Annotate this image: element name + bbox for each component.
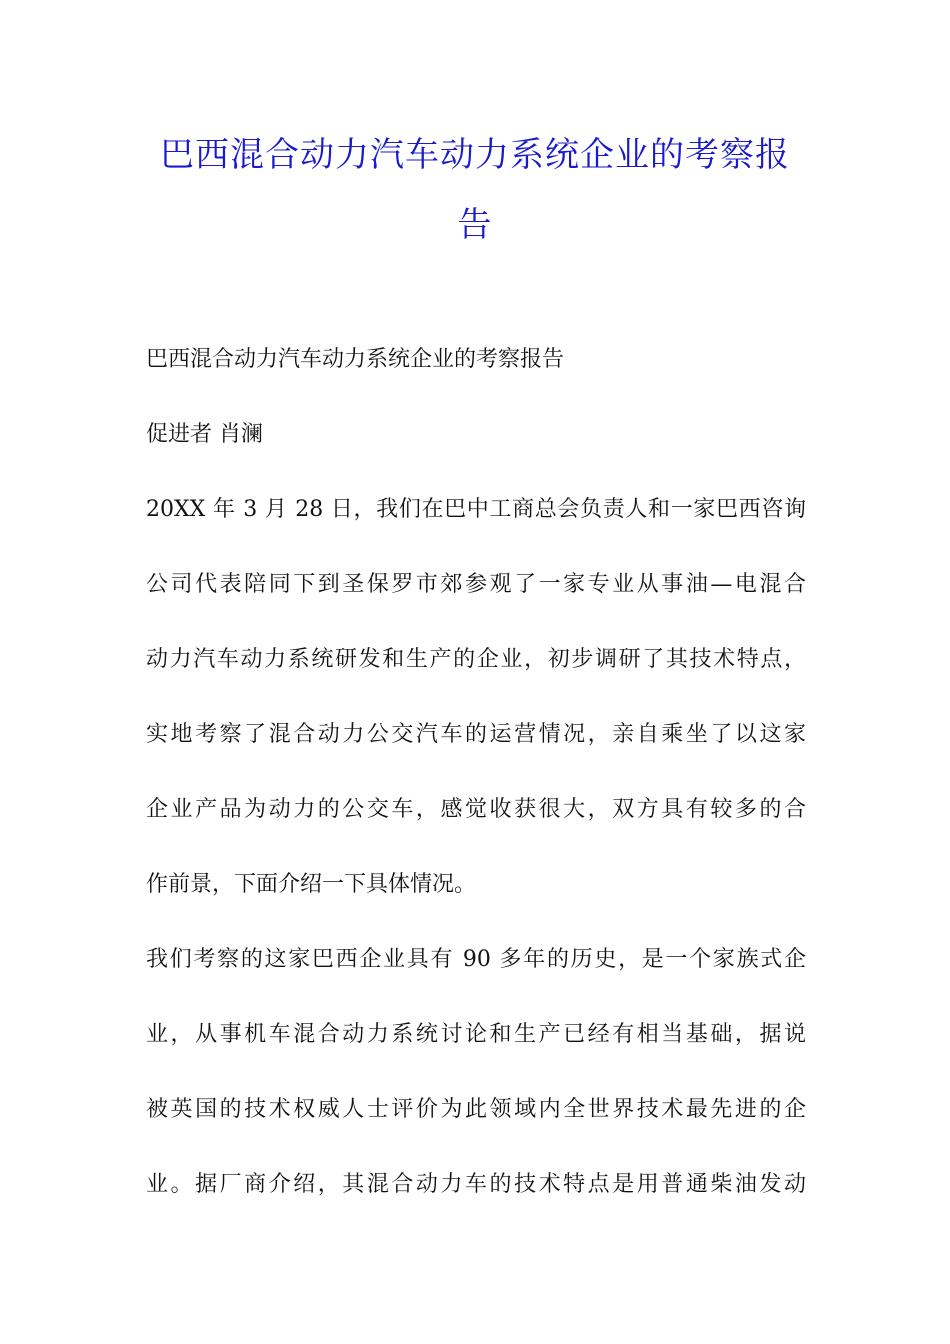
paragraph-line: 业，从事机车混合动力系统讨论和生产已经有相当基础，据说 [146,1022,806,1047]
paragraph-line: 20XX 年 3 月 28 日，我们在巴中工商总会负责人和一家巴西咨询 [146,497,806,522]
paragraph-line: 公司代表陪同下到圣保罗市郊参观了一家专业从事油—电混合 [146,572,806,597]
document-title-line-1: 巴西混合动力汽车动力系统企业的考察报 [160,135,790,175]
paragraph-line: 企业产品为动力的公交车，感觉收获很大，双方具有较多的合 [146,797,806,822]
document-subtitle: 巴西混合动力汽车动力系统企业的考察报告 [146,347,565,372]
paragraph-line: 作前景，下面介绍一下具体情况。 [146,872,477,897]
author-line: 促进者 肖澜 [146,422,263,447]
paragraph-line: 我们考察的这家巴西企业具有 90 多年的历史，是一个家族式企 [146,947,806,972]
paragraph-line: 业。据厂商介绍，其混合动力车的技术特点是用普通柴油发动 [146,1172,806,1197]
paragraph-line: 实地考察了混合动力公交汽车的运营情况，亲自乘坐了以这家 [146,722,806,747]
paragraph-line: 被英国的技术权威人士评价为此领域内全世界技术最先进的企 [146,1097,806,1122]
document-title-line-2: 告 [457,205,493,245]
paragraph-line: 动力汽车动力系统研发和生产的企业，初步调研了其技术特点， [146,647,806,672]
